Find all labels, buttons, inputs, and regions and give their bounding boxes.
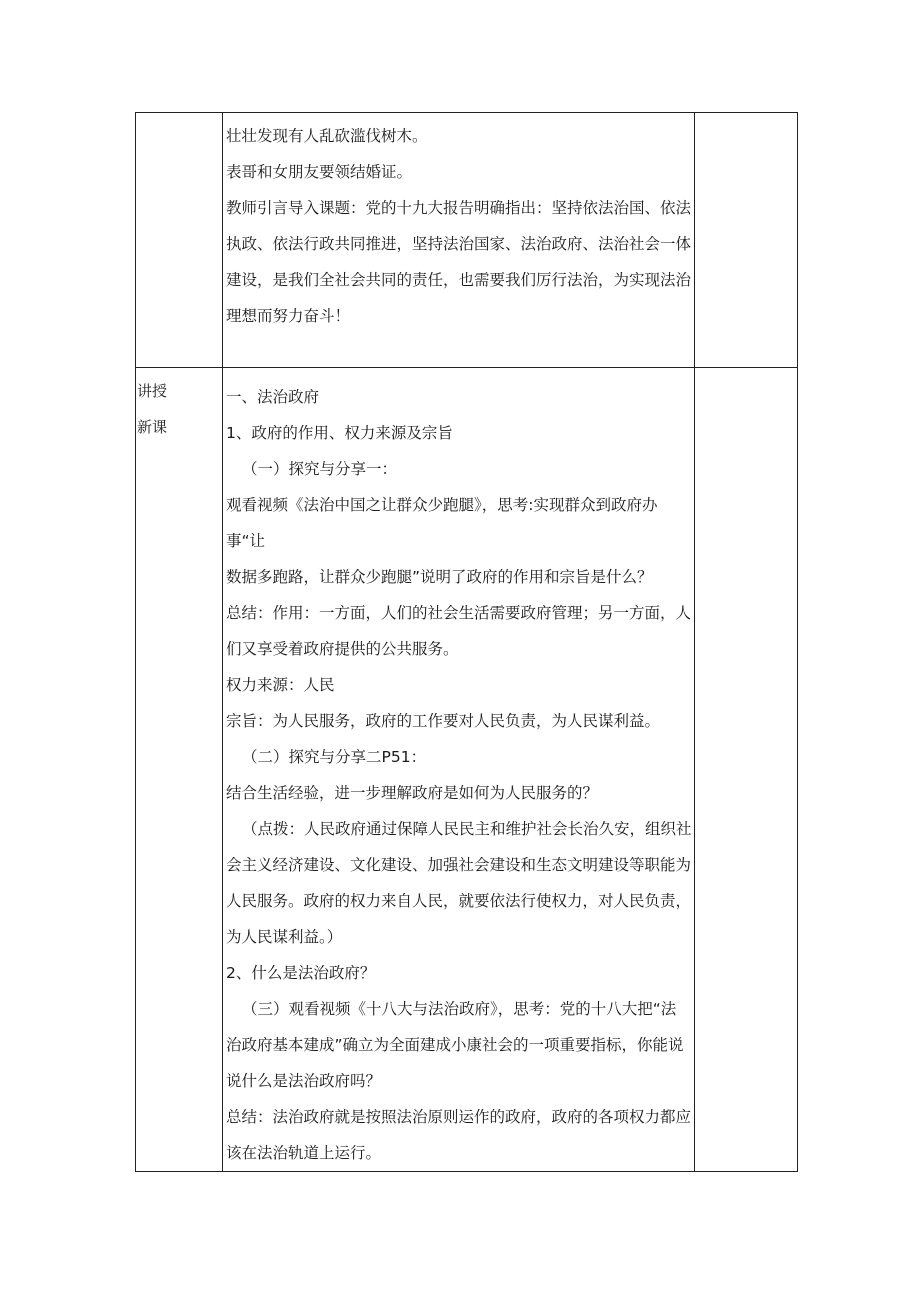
content-line: 观看视频《法治中国之让群众少跑腿》，思考:实现群众到政府办事“让 xyxy=(226,496,658,550)
activity-heading: （二）探究与分享二P51： xyxy=(242,748,427,766)
intro-content-cell xyxy=(223,113,695,368)
lecture-content-cell xyxy=(223,368,695,1172)
intro-line: 教师引言导入课题：党的十九大报告明确指出：坚持依法治国、依法 xyxy=(226,199,692,217)
table-row-lecture xyxy=(136,368,798,1172)
table-row-intro xyxy=(136,113,798,368)
activity-heading: （一）探究与分享一： xyxy=(242,460,398,478)
content-line: 人民服务。政府的权力来自人民，就要依法行使权力，对人民负责， xyxy=(226,892,692,910)
stage-label-line: 新课 xyxy=(137,418,168,436)
content-line: 数据多跑路，让群众少跑腿”说明了政府的作用和宗旨是什么？ xyxy=(226,568,653,586)
subsection-heading: 2、什么是法治政府？ xyxy=(226,964,376,982)
content-line: 总结：法治政府就是按照法治原则运作的政府，政府的各项权力都应 xyxy=(226,1108,692,1126)
activity-heading: （三）观看视频《十八大与法治政府》，思考：党的十八大把“法 xyxy=(242,1000,677,1018)
subsection-heading: 1、政府的作用、权力来源及宗旨 xyxy=(226,424,453,442)
section-heading: 一、法治政府 xyxy=(226,388,320,406)
intro-line: 建设，是我们全社会共同的责任，也需要我们厉行法治，为实现法治 xyxy=(226,271,692,289)
intro-line: 表哥和女朋友要领结婚证。 xyxy=(226,163,413,181)
notes-cell-empty xyxy=(695,368,798,1172)
intro-line: 理想而努力奋斗！ xyxy=(226,307,351,325)
lesson-plan-table xyxy=(135,112,798,1172)
content-line: 结合生活经验，进一步理解政府是如何为人民服务的？ xyxy=(226,784,599,802)
content-line: 们又享受着政府提供的公共服务。 xyxy=(226,640,459,658)
content-line: 为人民谋利益。） xyxy=(226,928,343,946)
content-line: 会主义经济建设、文化建设、加强社会建设和生态文明建设等职能为 xyxy=(226,856,692,874)
stage-label-cell-empty xyxy=(136,113,223,368)
intro-line: 壮壮发现有人乱砍滥伐树木。 xyxy=(226,127,428,145)
intro-line: 执政、依法行政共同推进，坚持法治国家、法治政府、法治社会一体 xyxy=(226,235,692,253)
content-line: 该在法治轨道上运行。 xyxy=(226,1144,382,1162)
content-line: （点拨：人民政府通过保障人民民主和维护社会长治久安，组织社 xyxy=(242,820,692,838)
stage-label-cell xyxy=(136,368,223,1172)
content-line: 总结：作用：一方面，人们的社会生活需要政府管理；另一方面，人 xyxy=(226,604,692,622)
content-line: 说什么是法治政府吗？ xyxy=(226,1072,382,1090)
content-line: 宗旨：为人民服务，政府的工作要对人民负责，为人民谋利益。 xyxy=(226,712,661,730)
content-line: 权力来源：人民 xyxy=(226,676,335,694)
content-line: 治政府基本建成”确立为全面建成小康社会的一项重要指标，你能说 xyxy=(226,1036,684,1054)
notes-cell-empty xyxy=(695,113,798,368)
stage-label-line: 讲授 xyxy=(137,382,168,400)
